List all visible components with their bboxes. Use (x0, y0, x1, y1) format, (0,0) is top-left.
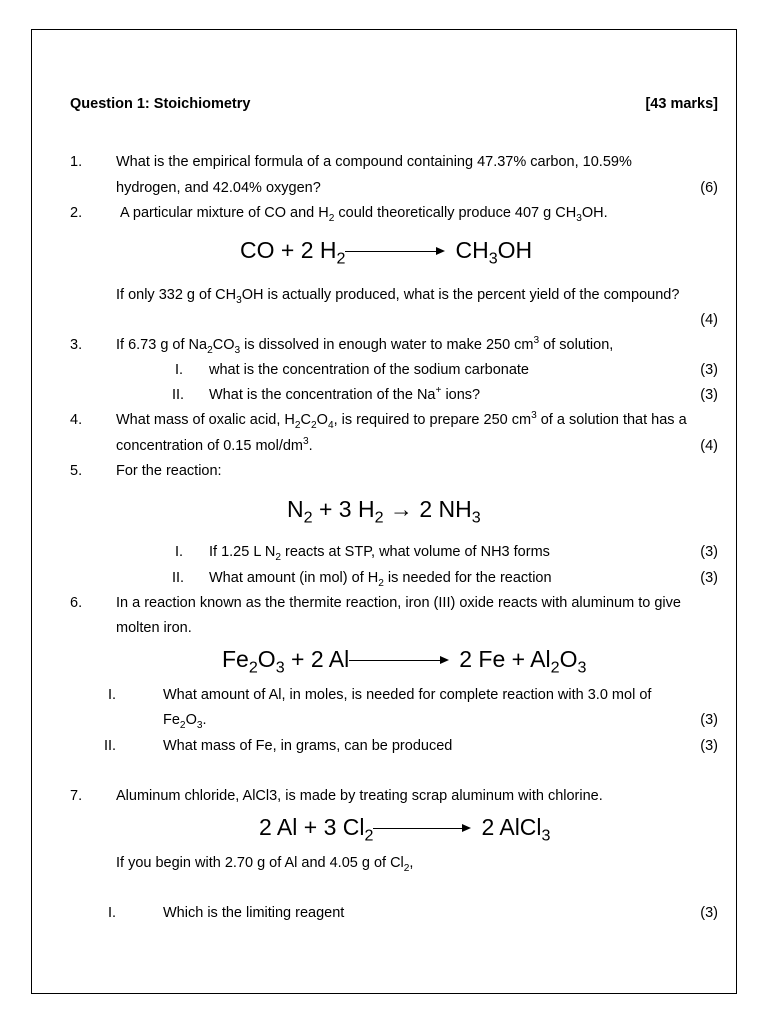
q5-equation: $N_2 + 3$ $H_2 \to 2$ $NH_3$ (287, 496, 481, 527)
q2-text: A particular mixture of CO and $H_2$ could theoretically produce 407 g $CH_3OH$. (120, 205, 608, 224)
q5-i-number: I. (175, 544, 184, 560)
q7-i-marks: (3) (700, 905, 718, 921)
q3-ii-text: What is the concentration of the Na+ ions? (209, 385, 481, 403)
q7-followup: If you begin with 2.70 g of Al and 4.05 g of $Cl_2$, (116, 855, 414, 874)
q5-ii-marks: (3) (700, 570, 718, 586)
q3-i-text: what is the concentration of the sodium carbonate (209, 362, 529, 378)
q6-number: 6. (70, 595, 83, 611)
q6-ii-marks: (3) (700, 738, 718, 754)
reaction-arrow-icon (349, 660, 449, 662)
q4-line2: concentration of 0.15 mol/$dm^3$. (116, 436, 313, 454)
q3-ii-number: II. (172, 387, 185, 403)
q7-equation: 2 Al + 3 $Cl_2$ 2 AlCl$_3$ (259, 814, 551, 845)
q6-ii-number: II. (104, 738, 117, 754)
q6-line1: In a reaction known as the thermite reaction, iron (III) oxide reacts with aluminum to give (116, 595, 681, 611)
reaction-arrow-icon (345, 251, 445, 253)
q6-ii-text: What mass of Fe, in grams, can be produced (163, 738, 453, 754)
q6-i-line1: What amount of Al, in moles, is needed for complete reaction with 3.0 mol of (163, 687, 652, 703)
q5-ii-text: What amount (in mol) of $H_2$ is needed for the reaction (209, 570, 552, 589)
q7-number: 7. (70, 788, 83, 804)
q1-line2: hydrogen, and 42.04% oxygen? (116, 180, 321, 196)
q6-line2: molten iron. (116, 620, 192, 636)
q5-i-text: If 1.25 L $N_2$ reacts at STP, what volume of NH3 forms (209, 544, 550, 563)
q3-number: 3. (70, 337, 83, 353)
q6-i-number: I. (108, 687, 117, 703)
question-title: Question 1: Stoichiometry (70, 96, 251, 112)
q7-text: Aluminum chloride, AlCl3, is made by treating scrap aluminum with chlorine. (116, 788, 603, 804)
total-marks: [43 marks] (645, 96, 718, 112)
q5-number: 5. (70, 463, 83, 479)
q6-i-line2: $Fe_2O_3$. (163, 712, 207, 731)
q2-number: 2. (70, 205, 83, 221)
q5-ii-number: II. (172, 570, 185, 586)
q1-number: 1. (70, 154, 83, 170)
q1-line1: What is the empirical formula of a compound containing 47.37% carbon, 10.59% (116, 154, 632, 170)
q6-i-marks: (3) (700, 712, 718, 728)
q1-marks: (6) (700, 180, 718, 196)
q6-equation: $Fe_2O_3 + 2$ Al 2 $Fe + Al_2O_3$ (222, 646, 587, 677)
q4-marks: (4) (700, 438, 718, 454)
q3-ii-marks: (3) (700, 387, 718, 403)
q5-i-marks: (3) (700, 544, 718, 560)
q3-i-marks: (3) (700, 362, 718, 378)
q4-line1: What mass of oxalic acid, $H_2C_2O_4$, is required to prepare 250 $cm^3$ of a solution that has a (116, 410, 687, 431)
q2-marks: (4) (700, 312, 718, 328)
q5-text: For the reaction: (116, 463, 222, 479)
q3-text: If 6.73 g of $Na_2CO_3$ is dissolved in enough water to make 250 $cm^3$ of solution, (116, 335, 614, 356)
q2-followup: If only 332 g of $CH_3OH$ is actually produced, what is the percent yield of the compound? (116, 287, 680, 306)
q3-i-number: I. (175, 362, 184, 378)
q4-number: 4. (70, 412, 83, 428)
q7-i-number: I. (108, 905, 117, 921)
reaction-arrow-icon (373, 828, 471, 830)
q2-equation: CO + 2 $H_2$ $CH_3OH$ (240, 237, 533, 268)
q7-i-text: Which is the limiting reagent (163, 905, 345, 921)
